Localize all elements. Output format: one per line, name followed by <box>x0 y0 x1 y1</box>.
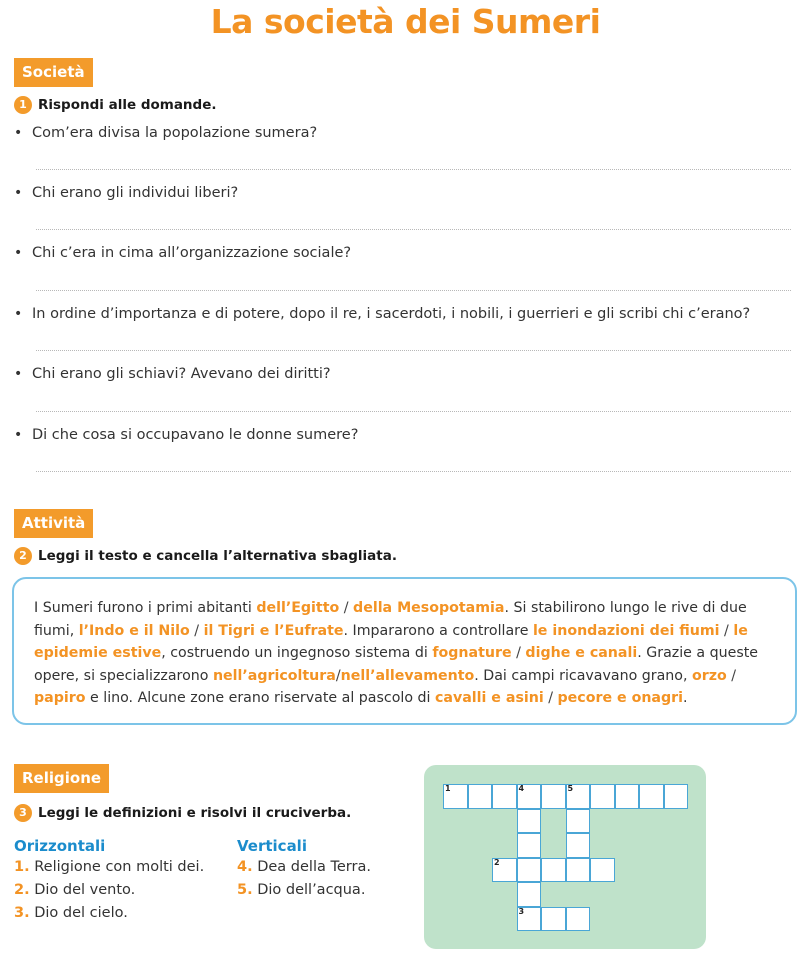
fill-text-box <box>12 577 797 725</box>
question-text: In ordine d’importanza e di potere, dopo il re, i sacerdoti, i nobili, i guerrieri e gli scribi chi c’erano? <box>32 306 751 322</box>
answer-line-2[interactable] <box>36 229 791 230</box>
option-separator: / <box>189 622 204 639</box>
definition-text: Dio del vento. <box>29 882 136 898</box>
definition-number: 5. <box>237 882 253 898</box>
text-segment: . Impararono a controllare <box>343 622 533 639</box>
option-allevamento[interactable]: nell’allevamento <box>340 667 475 684</box>
option-papiro[interactable]: papiro <box>34 690 86 707</box>
crossword-cell[interactable] <box>443 784 468 809</box>
definition-down-4 <box>237 859 371 875</box>
across-heading: Orizzontali <box>14 837 106 855</box>
answer-line-5[interactable] <box>36 411 791 412</box>
question-text: Chi erano gli individui liberi? <box>32 185 239 201</box>
instruction-text: Leggi le definizioni e risolvi il cruciverba. <box>38 805 352 821</box>
page-title: La società dei Sumeri <box>210 2 601 41</box>
answer-line-6[interactable] <box>36 471 791 472</box>
option-della-mesopotamia[interactable]: della Mesopotamia <box>353 600 505 616</box>
crossword-cell[interactable] <box>517 833 542 858</box>
crossword-cell[interactable] <box>615 784 640 809</box>
text-segment: . <box>683 690 688 707</box>
definition-text: Religione con molti dei. <box>29 859 205 875</box>
crossword-cell[interactable] <box>590 784 615 809</box>
cell-number: 2 <box>494 857 500 867</box>
question-text: Chi erano gli schiavi? Avevano dei diritti? <box>32 366 331 382</box>
option-dighe-canali[interactable]: dighe e canali <box>525 645 638 662</box>
crossword-cell[interactable] <box>590 858 615 883</box>
option-cavalli-asini[interactable]: cavalli e asini <box>434 690 544 707</box>
exercise-number-badge: 1 <box>14 96 32 114</box>
answer-line-4[interactable] <box>36 350 791 351</box>
answer-line-1[interactable] <box>36 169 791 170</box>
option-separator: / <box>726 667 737 684</box>
crossword-cell[interactable] <box>517 784 542 809</box>
text-segment: . Grazie a queste opere, si specializzarono <box>34 645 758 684</box>
text-segment: I Sumeri furono i primi abitanti <box>34 600 257 616</box>
option-separator: / <box>719 622 734 639</box>
text-segment: . Dai campi ricavavano grano, <box>474 667 692 684</box>
exercise-2-instruction <box>14 547 397 565</box>
question-text: Di che cosa si occupavano le donne sumere? <box>32 427 359 443</box>
option-separator: / <box>335 667 341 684</box>
option-orzo[interactable]: orzo <box>691 667 727 684</box>
crossword-cell[interactable] <box>566 907 591 932</box>
option-separator: / <box>339 600 354 616</box>
question-5: • Chi erano gli schiavi? Avevano dei diritti? <box>14 366 331 382</box>
definition-down-5 <box>237 882 365 898</box>
question-text: Com’era divisa la popolazione sumera? <box>32 125 318 141</box>
exercise-number-badge: 3 <box>14 804 32 822</box>
crossword-cell[interactable] <box>566 833 591 858</box>
definition-across-3 <box>14 905 128 921</box>
crossword-cell[interactable] <box>517 882 542 907</box>
definition-text: Dio dell’acqua. <box>252 882 366 898</box>
question-text: Chi c’era in cima all’organizzazione sociale? <box>32 245 352 261</box>
section-label-religion: Religione <box>14 764 109 793</box>
text-segment: e lino. Alcune zone erano riservate al pascolo di <box>85 690 435 707</box>
exercise-number-badge: 2 <box>14 547 32 565</box>
question-1: • Com’era divisa la popolazione sumera? <box>14 125 318 141</box>
crossword-cell[interactable] <box>517 907 542 932</box>
question-6: • Di che cosa si occupavano le donne sumere? <box>14 427 359 443</box>
crossword-cell[interactable] <box>566 784 591 809</box>
instruction-text: Leggi il testo e cancella l’alternativa sbagliata. <box>38 548 397 564</box>
question-2: • Chi erano gli individui liberi? <box>14 185 239 201</box>
definition-number: 2. <box>14 882 30 898</box>
definition-number: 1. <box>14 859 30 875</box>
crossword-cell[interactable] <box>566 809 591 834</box>
question-3: • Chi c’era in cima all’organizzazione sociale? <box>14 245 352 261</box>
definition-across-1 <box>14 859 204 875</box>
cell-number: 1 <box>445 784 451 793</box>
option-dellegitto[interactable]: dell’Egitto <box>256 600 340 616</box>
crossword-cell[interactable] <box>566 858 591 883</box>
section-label-society: Società <box>14 58 93 87</box>
definition-across-2 <box>14 882 135 898</box>
definition-number: 4. <box>237 859 253 875</box>
instruction-text: Rispondi alle domande. <box>38 97 217 113</box>
option-agricoltura[interactable]: nell’agricoltura <box>212 667 336 684</box>
option-epidemie[interactable]: le epidemie estive <box>34 622 748 662</box>
definition-number: 3. <box>14 905 30 921</box>
answer-line-3[interactable] <box>36 290 791 291</box>
question-4: • In ordine d’importanza e di potere, dopo il re, i sacerdoti, i nobili, i guerrieri e gli scribi chi c’erano? <box>14 306 751 322</box>
option-separator: / <box>511 645 526 662</box>
crossword-cell[interactable] <box>492 784 517 809</box>
option-indo-nilo[interactable]: l’Indo e il Nilo <box>78 622 190 639</box>
exercise-3-instruction <box>14 804 351 822</box>
crossword-cell[interactable] <box>468 784 493 809</box>
crossword-cell[interactable] <box>517 809 542 834</box>
option-separator: / <box>543 690 558 707</box>
cell-number: 4 <box>518 784 525 793</box>
crossword-cell[interactable] <box>541 858 566 883</box>
crossword-cell[interactable] <box>541 784 566 809</box>
text-segment: . Si stabilirono lungo le rive di due fiumi, <box>34 600 747 639</box>
option-tigri-eufrate[interactable]: il Tigri e l’Eufrate <box>203 622 344 639</box>
section-label-activity: Attività <box>14 509 93 538</box>
definition-text: Dio del cielo. <box>29 905 128 921</box>
crossword-cell[interactable] <box>664 784 689 809</box>
exercise-1-instruction <box>14 96 217 114</box>
definition-text: Dea della Terra. <box>252 859 371 875</box>
crossword-cell[interactable] <box>639 784 664 809</box>
crossword-cell[interactable] <box>541 907 566 932</box>
option-fognature[interactable]: fognature <box>432 645 512 662</box>
option-pecore-onagri[interactable]: pecore e onagri <box>557 690 684 707</box>
crossword-cell[interactable] <box>492 858 517 883</box>
option-inondazioni[interactable]: le inondazioni dei fiumi <box>532 622 720 639</box>
crossword-cell[interactable] <box>517 858 542 883</box>
cell-number: 5 <box>567 784 574 793</box>
text-segment: , costruendo un ingegnoso sistema di <box>161 645 433 662</box>
down-heading: Verticali <box>237 837 307 855</box>
cell-number: 3 <box>518 906 525 916</box>
